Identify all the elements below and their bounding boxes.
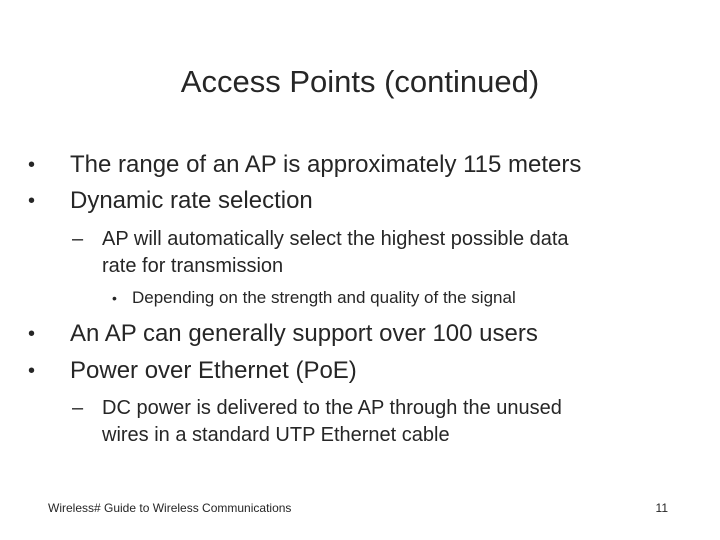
page-number: 11 [655, 501, 668, 515]
sub-bullet-text-line1: DC power is delivered to the AP through the unused [102, 397, 562, 419]
bullet-text: An AP can generally support over 100 users [70, 320, 538, 347]
bullet-text: The range of an AP is approximately 115 meters [70, 151, 582, 178]
bullet-marker: • [28, 360, 36, 382]
bullet-marker: • [112, 290, 117, 306]
bullet-marker: • [28, 154, 36, 176]
bullet-marker: • [28, 323, 36, 345]
bullet-text: Dynamic rate selection [70, 187, 313, 214]
dash-marker: – [72, 228, 84, 250]
dash-marker: – [72, 397, 84, 419]
bullet-marker: • [28, 190, 36, 212]
slide-title: Access Points (continued) [180, 64, 540, 99]
bullet-text: Power over Ethernet (PoE) [70, 357, 357, 384]
sub-bullet-text-line2: wires in a standard UTP Ethernet cable [102, 424, 450, 446]
sub-bullet-text-line1: AP will automatically select the highest possible data [102, 228, 569, 250]
footer-course-title: Wireless# Guide to Wireless Communications [48, 501, 292, 515]
sub-bullet-text-line2: rate for transmission [102, 255, 284, 277]
sub-sub-bullet-text: Depending on the strength and quality of the signal [132, 288, 516, 307]
